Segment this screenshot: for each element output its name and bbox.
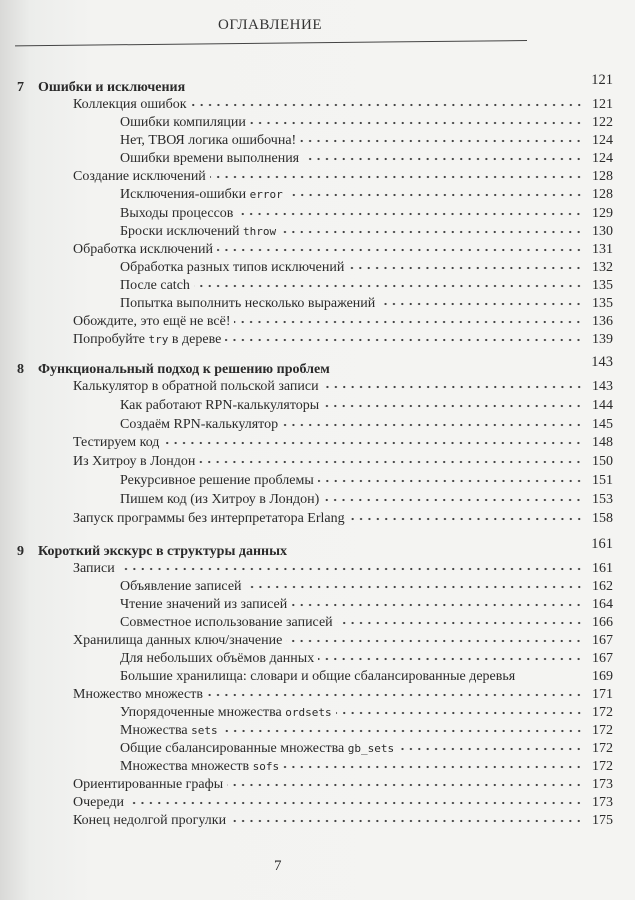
entry-title xyxy=(120,398,323,414)
entry-title xyxy=(120,473,318,489)
entry-page: 172 xyxy=(592,741,613,756)
dot-leader xyxy=(217,247,583,253)
entry-title xyxy=(120,579,246,595)
entry-text: Совместное использование записей xyxy=(120,615,333,630)
chapter-7 xyxy=(17,73,613,350)
entry-title xyxy=(73,379,323,395)
toc-entry[interactable] xyxy=(17,759,613,777)
entry-page: 148 xyxy=(592,435,613,451)
dot-leader xyxy=(336,710,583,716)
toc-entry[interactable] xyxy=(17,723,613,741)
entry-page: 135 xyxy=(592,296,613,312)
entry-page: 136 xyxy=(592,314,613,330)
entry-text: Создание исключений xyxy=(73,169,206,185)
dot-leader xyxy=(119,566,583,572)
dot-leader xyxy=(379,301,583,307)
entry-page: 162 xyxy=(592,579,613,594)
entry-text: Пишем код (из Хитроу в Лондон) xyxy=(120,491,320,507)
dot-leader xyxy=(291,602,583,608)
entry-text: Упорядоченные множества xyxy=(120,705,286,720)
entry-page: 130 xyxy=(592,223,613,239)
entry-page: 167 xyxy=(592,651,613,666)
dot-leader xyxy=(191,102,583,108)
entry-title xyxy=(73,97,191,113)
entry-text: Нет, ТВОЯ логика ошибочна! xyxy=(120,133,297,149)
entry-title xyxy=(73,813,230,829)
entry-text: Ориентированные графы xyxy=(73,777,224,792)
dot-leader xyxy=(246,584,583,590)
toc-entry[interactable] xyxy=(17,115,613,133)
entry-page: 124 xyxy=(592,133,613,149)
entry-page: 121 xyxy=(592,97,613,112)
dot-leader xyxy=(323,384,583,390)
dot-leader xyxy=(207,692,583,698)
entry-title xyxy=(73,242,217,258)
entry-text: Большие хранилища: словари и общие сбалансированные деревья xyxy=(120,669,516,684)
dot-leader xyxy=(349,516,583,522)
toc-entry[interactable] xyxy=(17,242,613,260)
dot-leader xyxy=(128,800,583,806)
entry-page: 171 xyxy=(592,687,613,702)
entry-text: в дереве xyxy=(168,332,222,348)
toc-entry[interactable] xyxy=(17,651,613,669)
entry-page: 143 xyxy=(592,379,613,394)
toc-entry[interactable] xyxy=(17,579,613,597)
entry-text: Для небольших объёмов данных xyxy=(120,651,315,666)
entry-text: Попробуйте xyxy=(73,332,149,348)
entry-text: Ошибки компиляции xyxy=(120,115,246,131)
dot-leader xyxy=(318,478,583,484)
entry-text: Рекурсивное решение проблемы xyxy=(120,472,314,488)
entry-title xyxy=(120,278,194,294)
entry-page: 131 xyxy=(592,241,613,257)
toc-entry[interactable] xyxy=(17,669,613,687)
entry-title xyxy=(120,296,379,312)
entry-title xyxy=(120,741,398,757)
entry-page: 164 xyxy=(592,597,613,612)
entry-page: 153 xyxy=(592,491,613,507)
entry-page: 150 xyxy=(592,454,613,470)
chapter-heading[interactable] xyxy=(17,536,613,561)
entry-title xyxy=(73,687,207,703)
toc-entry[interactable] xyxy=(17,332,613,350)
toc-entry[interactable] xyxy=(17,151,613,169)
dot-leader xyxy=(225,337,583,343)
toc-entry[interactable] xyxy=(17,97,613,115)
toc-entry[interactable] xyxy=(17,795,613,813)
toc-entry[interactable] xyxy=(17,454,613,473)
code-term: sets xyxy=(191,724,218,737)
chapter-number: 7 xyxy=(17,80,24,95)
toc-entry[interactable] xyxy=(17,597,613,615)
dot-leader xyxy=(286,638,583,644)
code-term: ordsets xyxy=(285,706,332,719)
chapter-title: Функциональный подход к решению проблем xyxy=(38,362,330,377)
entry-title xyxy=(120,669,519,685)
header-rule xyxy=(15,40,527,46)
entry-text: Калькулятор в обратной польской записи xyxy=(73,379,319,394)
entry-text: Обработка исключений xyxy=(73,241,213,257)
entry-title xyxy=(73,511,349,527)
toc-entry[interactable] xyxy=(17,314,613,332)
dot-leader xyxy=(318,656,583,662)
dot-leader xyxy=(283,764,583,770)
dot-leader xyxy=(323,403,583,409)
toc-entry[interactable] xyxy=(17,741,613,759)
toc-entry[interactable] xyxy=(17,473,613,492)
entry-page: 128 xyxy=(592,169,613,185)
toc-entry[interactable] xyxy=(17,705,613,723)
toc-entry[interactable] xyxy=(17,296,613,314)
toc-entry[interactable] xyxy=(17,187,613,205)
dot-leader xyxy=(199,459,583,465)
entry-text: Общие сбалансированные множества xyxy=(120,741,348,756)
entry-page: 145 xyxy=(592,416,613,432)
entry-page: 161 xyxy=(592,561,613,576)
entry-title xyxy=(120,115,250,131)
code-term: gb_sets xyxy=(347,742,395,755)
chapter-page: 143 xyxy=(591,354,613,370)
entry-page: 129 xyxy=(592,205,613,221)
entry-text: Множества xyxy=(120,723,192,738)
toc-entry[interactable] xyxy=(17,278,613,296)
toc-entry[interactable] xyxy=(17,615,613,633)
entry-page: 151 xyxy=(592,472,613,488)
dot-leader xyxy=(300,138,583,144)
entry-title xyxy=(120,260,348,276)
code-term: try xyxy=(148,333,169,347)
dot-leader xyxy=(280,229,583,235)
entry-page: 169 xyxy=(592,669,613,684)
entry-title xyxy=(73,435,163,451)
entry-page: 172 xyxy=(592,705,613,720)
dot-leader xyxy=(323,497,583,503)
toc-entry[interactable] xyxy=(17,417,613,436)
entry-page: 172 xyxy=(592,759,613,774)
chapter-number: 8 xyxy=(17,362,24,377)
entry-title xyxy=(120,187,287,203)
dot-leader xyxy=(519,674,583,680)
entry-title xyxy=(73,454,199,470)
dot-leader xyxy=(250,120,583,126)
entry-title xyxy=(120,615,337,631)
entry-text: Обработка разных типов исключений xyxy=(120,259,345,275)
entry-page: 173 xyxy=(592,795,613,810)
entry-page: 135 xyxy=(592,277,613,293)
entry-text: Броски исключений xyxy=(120,223,244,239)
toc-entry[interactable] xyxy=(17,511,613,530)
entry-text: Чтение значений из записей xyxy=(120,597,288,612)
entry-page: 175 xyxy=(592,813,613,828)
dot-leader xyxy=(222,728,583,734)
entry-page: 172 xyxy=(592,723,613,738)
dot-leader xyxy=(230,818,583,824)
toc-entry[interactable] xyxy=(17,687,613,705)
chapter-8 xyxy=(17,355,613,529)
entry-title xyxy=(120,651,318,667)
running-header: ОГЛАВЛЕНИЕ xyxy=(218,17,322,33)
entry-text: Коллекция ошибок xyxy=(73,97,187,112)
toc-entry[interactable] xyxy=(17,133,613,151)
entry-text: Запуск программы без интерпретатора Erlang xyxy=(73,510,345,526)
page-number: 7 xyxy=(274,858,282,874)
entry-title xyxy=(73,314,234,330)
entry-text: Очереди xyxy=(73,795,125,810)
chapter-9 xyxy=(17,537,613,831)
entry-title xyxy=(120,492,323,508)
entry-page: 173 xyxy=(592,777,613,792)
entry-text: Из Хитроу в Лондон xyxy=(73,454,196,470)
entry-title xyxy=(120,759,283,775)
entry-title xyxy=(120,597,291,613)
entry-text: Выходы процессов xyxy=(120,205,234,221)
toc-entry[interactable] xyxy=(17,398,613,417)
entry-title xyxy=(73,332,225,348)
toc-entry[interactable] xyxy=(17,435,613,454)
entry-page: 128 xyxy=(592,187,613,203)
chapter-number: 9 xyxy=(17,544,24,559)
toc-entry[interactable] xyxy=(17,777,613,795)
toc-entry[interactable] xyxy=(17,260,613,278)
entry-title xyxy=(73,561,119,577)
entry-text: Обождите, это ещё не всё! xyxy=(73,314,231,330)
toc-entry[interactable] xyxy=(17,206,613,224)
chapter-page: 121 xyxy=(591,72,613,88)
toc-entry[interactable] xyxy=(17,561,613,579)
dot-leader xyxy=(227,782,583,788)
entry-text: Конец недолгой прогулки xyxy=(73,813,227,828)
entry-page: 167 xyxy=(592,633,613,648)
entry-title xyxy=(120,151,303,167)
entry-title xyxy=(120,705,336,721)
entry-text: Исключения-ошибки xyxy=(120,187,250,203)
entry-page: 132 xyxy=(592,259,613,275)
entry-title xyxy=(73,795,128,811)
entry-page: 139 xyxy=(592,332,613,348)
chapter-heading[interactable] xyxy=(17,72,613,97)
dot-leader xyxy=(194,283,583,289)
entry-text: Ошибки времени выполнения xyxy=(120,151,300,167)
dot-leader xyxy=(303,156,583,162)
dot-leader xyxy=(210,174,583,180)
entry-title xyxy=(73,633,286,649)
entry-page: 158 xyxy=(592,510,613,526)
toc-entry[interactable] xyxy=(17,224,613,242)
chapter-title: Ошибки и исключения xyxy=(38,80,186,95)
entry-text: Хранилища данных ключ/значение xyxy=(73,633,283,648)
dot-leader xyxy=(398,746,583,752)
code-term: throw xyxy=(243,224,277,238)
entry-title xyxy=(120,224,280,240)
toc-entry[interactable] xyxy=(17,813,613,831)
entry-title xyxy=(73,777,227,793)
toc-entry[interactable] xyxy=(17,169,613,187)
dot-leader xyxy=(348,265,583,271)
entry-text: Множество множеств xyxy=(73,687,203,702)
code-term: sofs xyxy=(252,760,280,773)
chapter-page: 161 xyxy=(591,536,613,552)
entry-title xyxy=(120,417,282,433)
entry-title xyxy=(120,133,300,149)
entry-text: Записи xyxy=(73,561,115,576)
entry-text: После catch xyxy=(120,277,190,293)
toc-entry[interactable] xyxy=(17,633,613,651)
entry-text: Множества множеств xyxy=(120,759,253,774)
chapter-title: Короткий экскурс в структуры данных xyxy=(38,544,288,559)
entry-title xyxy=(120,723,222,739)
chapter-heading[interactable] xyxy=(17,354,613,379)
entry-page: 124 xyxy=(592,151,613,167)
dot-leader xyxy=(163,440,583,446)
dot-leader xyxy=(337,620,583,626)
entry-title xyxy=(120,206,237,222)
entry-page: 144 xyxy=(592,397,613,413)
entry-text: Объявление записей xyxy=(120,579,242,594)
entry-text: Попытка выполнить несколько выражений xyxy=(120,296,376,312)
toc-entry[interactable] xyxy=(17,492,613,511)
dot-leader xyxy=(234,319,583,325)
toc-entry[interactable] xyxy=(17,379,613,398)
entry-text: Тестируем код xyxy=(73,435,160,451)
code-term: error xyxy=(249,188,283,202)
dot-leader xyxy=(287,192,583,198)
entry-title xyxy=(73,169,210,185)
entry-text: Как работают RPN-калькуляторы xyxy=(120,397,320,413)
dot-leader xyxy=(282,422,583,428)
entry-page: 122 xyxy=(592,115,613,131)
entry-page: 166 xyxy=(592,615,613,630)
dot-leader xyxy=(237,211,583,217)
entry-text: Создаём RPN-калькулятор xyxy=(120,416,279,432)
